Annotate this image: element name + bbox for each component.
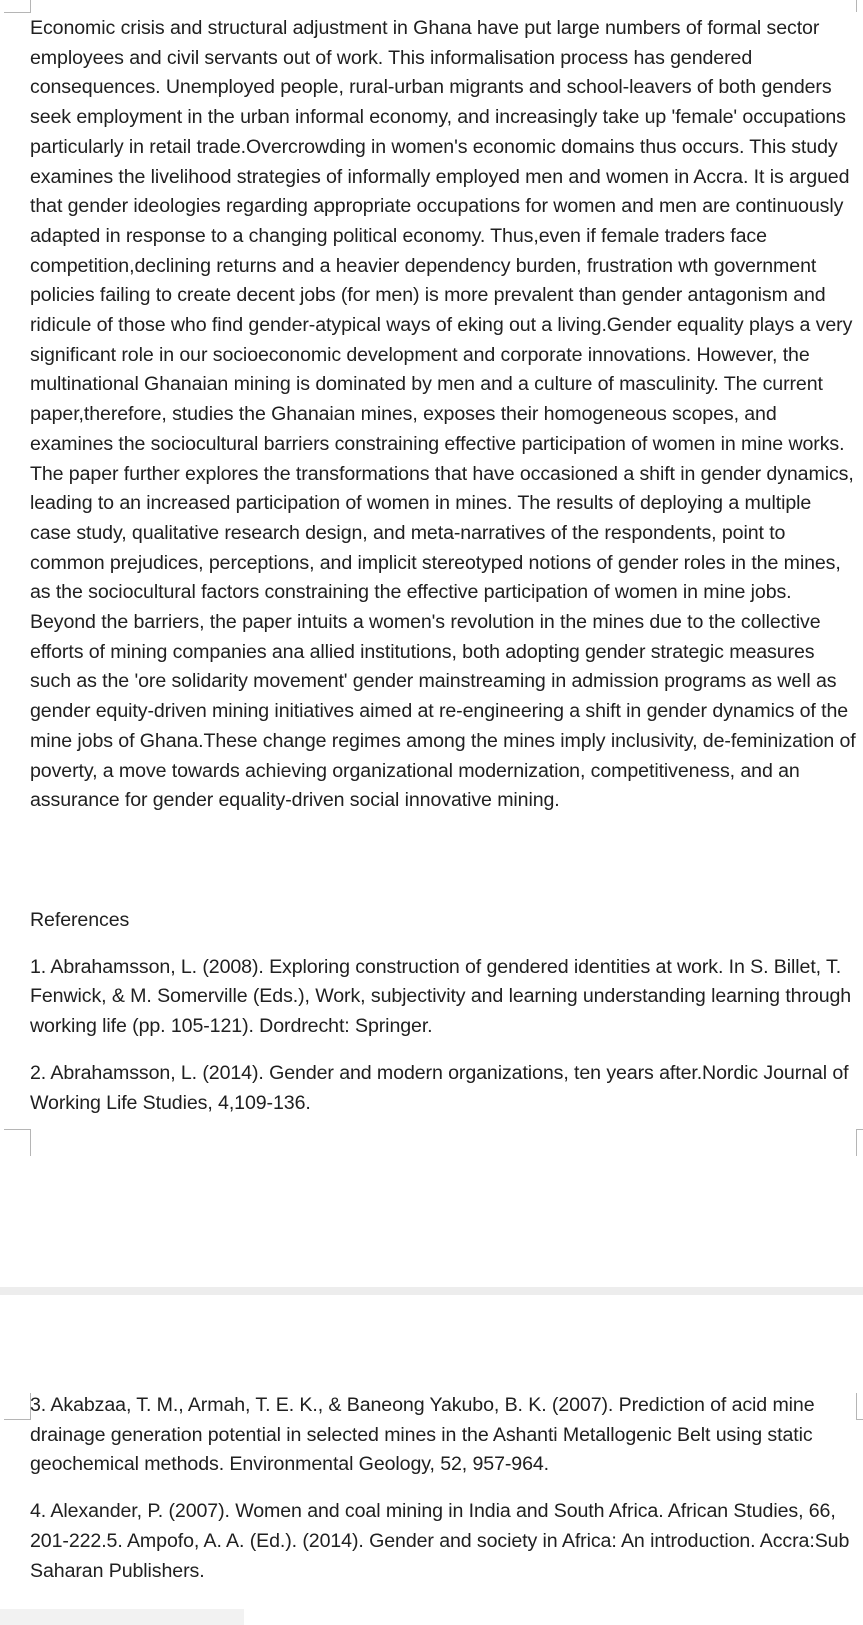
reference-item[interactable]: 3. Akabzaa, T. M., Armah, T. E. K., & Baneong Yakubo, B. K. (2007). Prediction of acid mine drainage generation potential in selected mines in the Ashanti Metallogenic Belt using static geochemical methods. Environmental Geology, 52, 957-964.	[30, 1394, 815, 1476]
page-margin-marker-top-left	[4, 0, 31, 13]
reference-item[interactable]: 2. Abrahamsson, L. (2014). Gender and modern organizations, ten years after.Nordic Journal of Working Life Studies, 4,109-136.	[30, 1061, 849, 1114]
bottom-toolbar-edge	[0, 1609, 244, 1625]
abstract-paragraph[interactable]: Economic crisis and structural adjustment in Ghana have put large numbers of formal sector employees and civil servants out of work. This informalisation process has gendered consequences. Unemployed people, rural-urban migrants and school-leavers of both genders seek employment in the urban informal economy, and increasingly take up 'female' occupations particularly in retail trade.Overcrowding in women's economic domains thus occurs. This study examines the livelihood strategies of informally employed men and women in Accra. It is argued that gender ideologies regarding appropriate occupations for women and men are continuously adapted in response to a changing political economy. Thus,even if female traders face competition,declining returns and a heavier dependency burden, frustration wth government policies failing to create decent jobs (for men) is more prevalent than gender antagonism and ridicule of those who find gender-atypical ways of eking out a living.Gender equality plays a very significant role in our socioeconomic development and corporate innovations. However, the multinational Ghanaian mining is dominated by men and a culture of masculinity. The current paper,therefore, studies the Ghanaian mines, exposes their homogeneous scopes, and examines the sociocultural barriers constraining effective participation of women in mine works. The paper further explores the transformations that have occasioned a shift in gender dynamics, leading to an increased participation of women in mines. The results of deploying a multiple case study, qualitative research design, and meta-narratives of the respondents, point to common prejudices, perceptions, and implicit stereotyped notions of gender roles in the mines, as the sociocultural factors constraining the effective participation of women in mine jobs. Beyond the barriers, the paper intuits a women's revolution in the mines due to the collective efforts of mining companies ana allied institutions, both adopting gender strategic measures such as the 'ore solidarity movement' gender mainstreaming in admission programs as well as gender equity-driven mining initiatives aimed at re-engineering a shift in gender dynamics of the mine jobs of Ghana.These change regimes among the mines imply inclusivity, de-feminization of poverty, a move towards achieving organizational modernization, competitiveness, and an assurance for gender equality-driven social innovative mining.	[30, 17, 856, 812]
references-section[interactable]	[30, 906, 856, 1118]
page-separator	[0, 1287, 863, 1295]
document-body[interactable]	[30, 14, 856, 816]
page-margin-marker-bottom-left	[4, 1129, 31, 1156]
page-margin-marker-top-right	[856, 0, 863, 12]
page-margin-marker-bottom-right	[856, 1129, 863, 1156]
page-2-margin-marker-top-left	[4, 1393, 31, 1420]
reference-item[interactable]: 4. Alexander, P. (2007). Women and coal mining in India and South Africa. African Studies, 66, 201-222.5. Ampofo, A. A. (Ed.). (2014). Gender and society in Africa: An introduction. Accra:Sub Saharan Publishers.	[30, 1500, 850, 1582]
references-heading[interactable]: References	[30, 909, 130, 931]
reference-item[interactable]: 1. Abrahamsson, L. (2008). Exploring construction of gendered identities at work. In S. Billet, T. Fenwick, & M. Somerville (Eds.), Work, subjectivity and learning understanding learning through working life (pp. 105-121). Dordrecht: Springer.	[30, 955, 852, 1038]
page-2-margin-marker-top-right	[856, 1393, 863, 1420]
references-section-continued[interactable]	[30, 1391, 856, 1586]
